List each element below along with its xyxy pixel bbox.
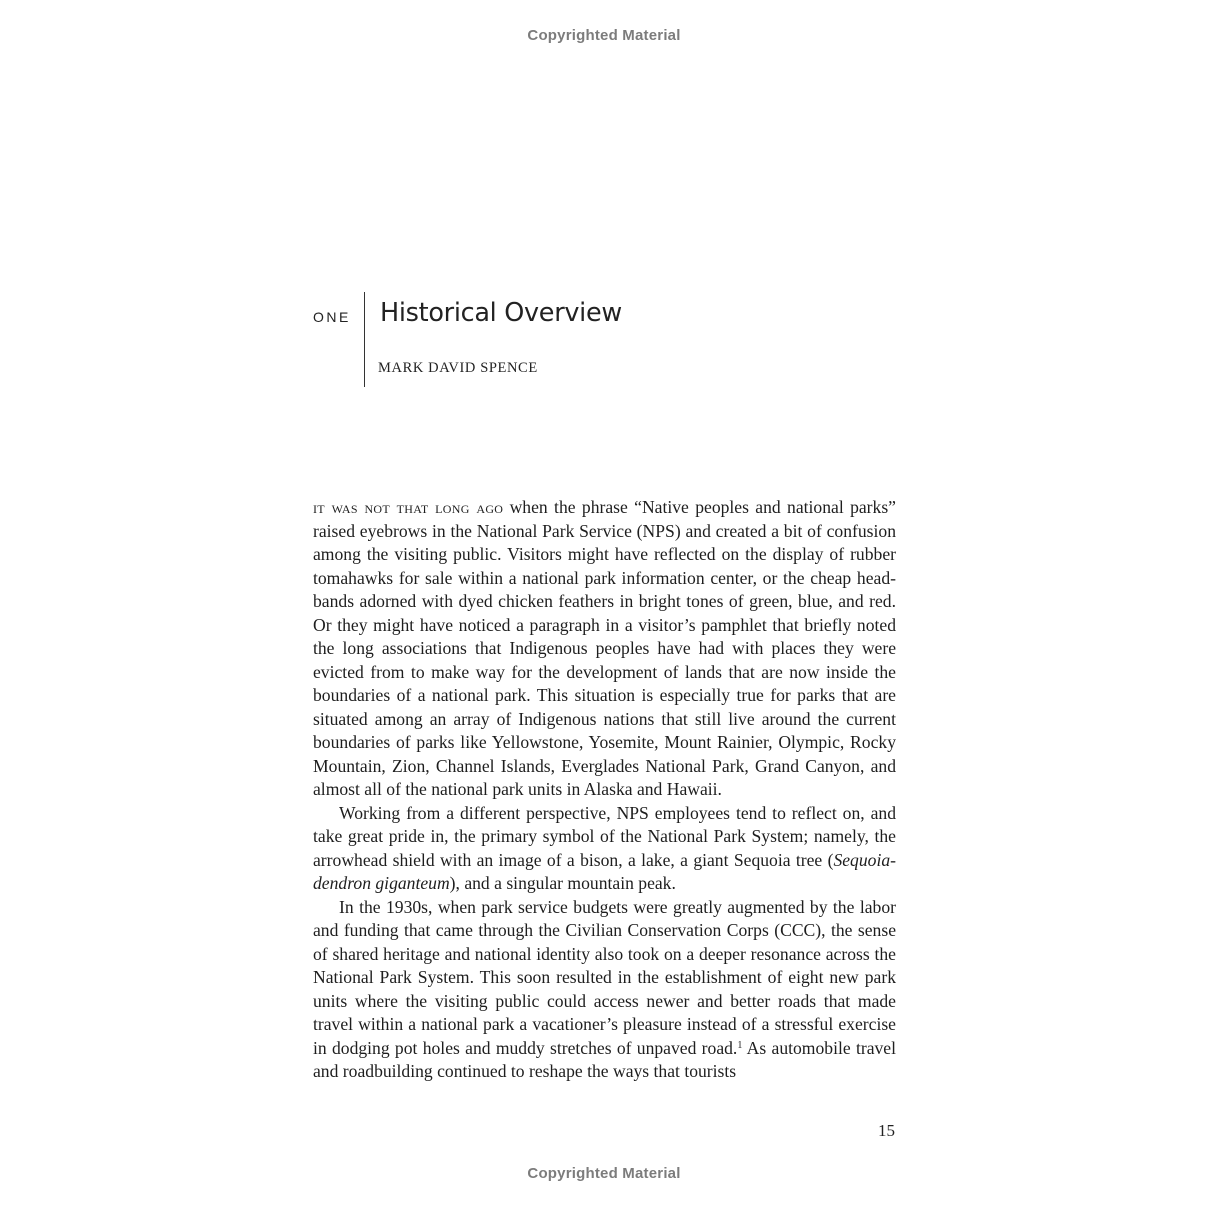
chapter-author: MARK DAVID SPENCE xyxy=(378,360,538,376)
scientific-name: Sequoiadendron giganteum xyxy=(313,849,896,893)
chapter-title: Historical Overview xyxy=(380,298,622,328)
footnote-marker[interactable]: 1 xyxy=(737,1039,743,1051)
paragraph-3 xyxy=(313,896,896,1084)
copyright-watermark-top: Copyrighted Material xyxy=(527,27,681,44)
lead-in-smallcaps: it was not that long ago xyxy=(313,497,504,517)
paragraph-1 xyxy=(313,496,896,802)
body-text xyxy=(313,496,896,1084)
paragraph-1-text: when the phrase “Native peoples and national parks” raised eyebrows in the National Park Service (NPS) and created a bit of confusion among the visiting public. Visitors might have reflected on the display of rubber tomahawks for sale within a national park information center, or the cheap headbands adorned with dyed chicken feathers in bright tones of green, blue, and red. Or they might have noticed a paragraph in a visitor’s pamphlet that briefly noted the long associations that Indigenous peoples have had with places they were evicted from to make way for the development of lands that are now inside the boundaries of a national park. This situation is especially true for parks that are situated among an array of Indigenous nations that still live around the current boundaries of parks like Yellowstone, Yosemite, Mount Rainier, Olympic, Rocky Mountain, Zion, Channel Islands, Everglades National Park, Grand Canyon, and almost all of the national park units in Alaska and Hawaii. xyxy=(313,497,896,799)
page-number: 15 xyxy=(878,1121,895,1140)
paragraph-2-text-end: ), and a singular mountain peak. xyxy=(449,873,676,893)
copyright-watermark-bottom: Copyrighted Material xyxy=(527,1165,681,1182)
paragraph-3-text-end: As automobile travel and roadbuilding continued to reshape the ways that tourists xyxy=(313,1037,897,1081)
paragraph-2 xyxy=(313,802,896,896)
chapter-number: ONE xyxy=(313,309,351,325)
chapter-divider-rule xyxy=(364,292,365,387)
paragraph-3-text: In the 1930s, when park service budgets were greatly augmented by the labor and funding that came through the Civilian Conservation Corps (CCC), the sense of shared heritage and national identity also took on a deeper resonance across the National Park System. This soon resulted in the establishment of eight new park units where the visiting public could access newer and better roads that made travel within a national park a vacationer’s pleasure instead of a stressful exercise in dodging pot holes and muddy stretches of unpaved road. xyxy=(313,896,896,1058)
paragraph-2-text: Working from a different perspective, NPS employees tend to reflect on, and take great pride in, the primary symbol of the National Park System; namely, the arrowhead shield with an image of a bison, a lake, a giant Sequoia tree ( xyxy=(313,802,896,870)
